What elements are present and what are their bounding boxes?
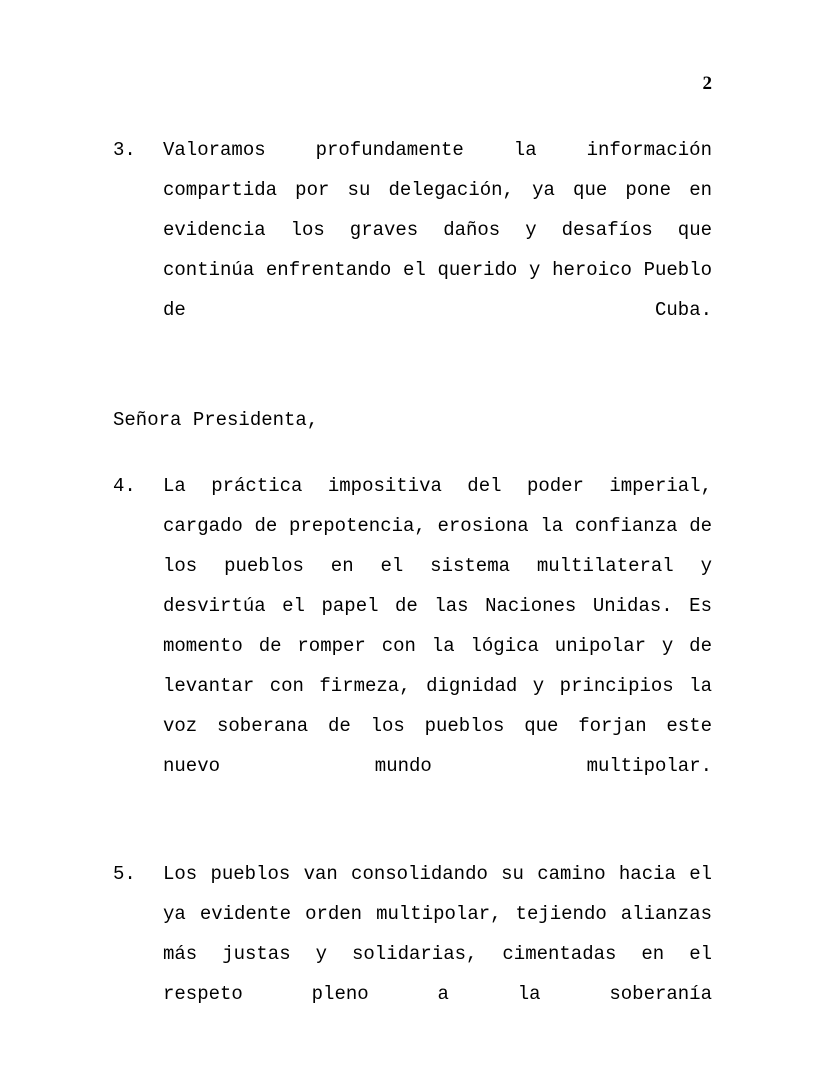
list-marker: 4. (113, 475, 136, 497)
numbered-paragraph-4 (113, 466, 712, 826)
list-marker: 5. (113, 863, 136, 885)
paragraph-text: Los pueblos van consolidando su camino hacia el ya evidente orden multipolar, tejiendo alianzas más justas y solidarias, cimentadas en el respeto pleno a la soberanía (163, 863, 712, 1005)
list-marker: 3. (113, 139, 136, 161)
numbered-paragraph-3 (113, 130, 712, 370)
paragraph-text: La práctica impositiva del poder imperial, cargado de prepotencia, erosiona la confianza de los pueblos en el sistema multilateral y desvirtúa el papel de las Naciones Unidas. Es momento de romper con la lógica unipolar y de levantar con firmeza, dignidad y principios la voz soberana de los pueblos que forjan este nuevo mundo multipolar. (163, 475, 712, 777)
paragraph-text: Valoramos profundamente la información compartida por su delegación, ya que pone en evidencia los graves daños y desafíos que continúa enfrentando el querido y heroico Pueblo de Cuba. (163, 139, 712, 321)
page-number: 2 (702, 73, 712, 94)
document-body (113, 130, 712, 1054)
salutation-line: Señora Presidenta, (113, 409, 319, 431)
numbered-paragraph-5 (113, 854, 712, 1054)
